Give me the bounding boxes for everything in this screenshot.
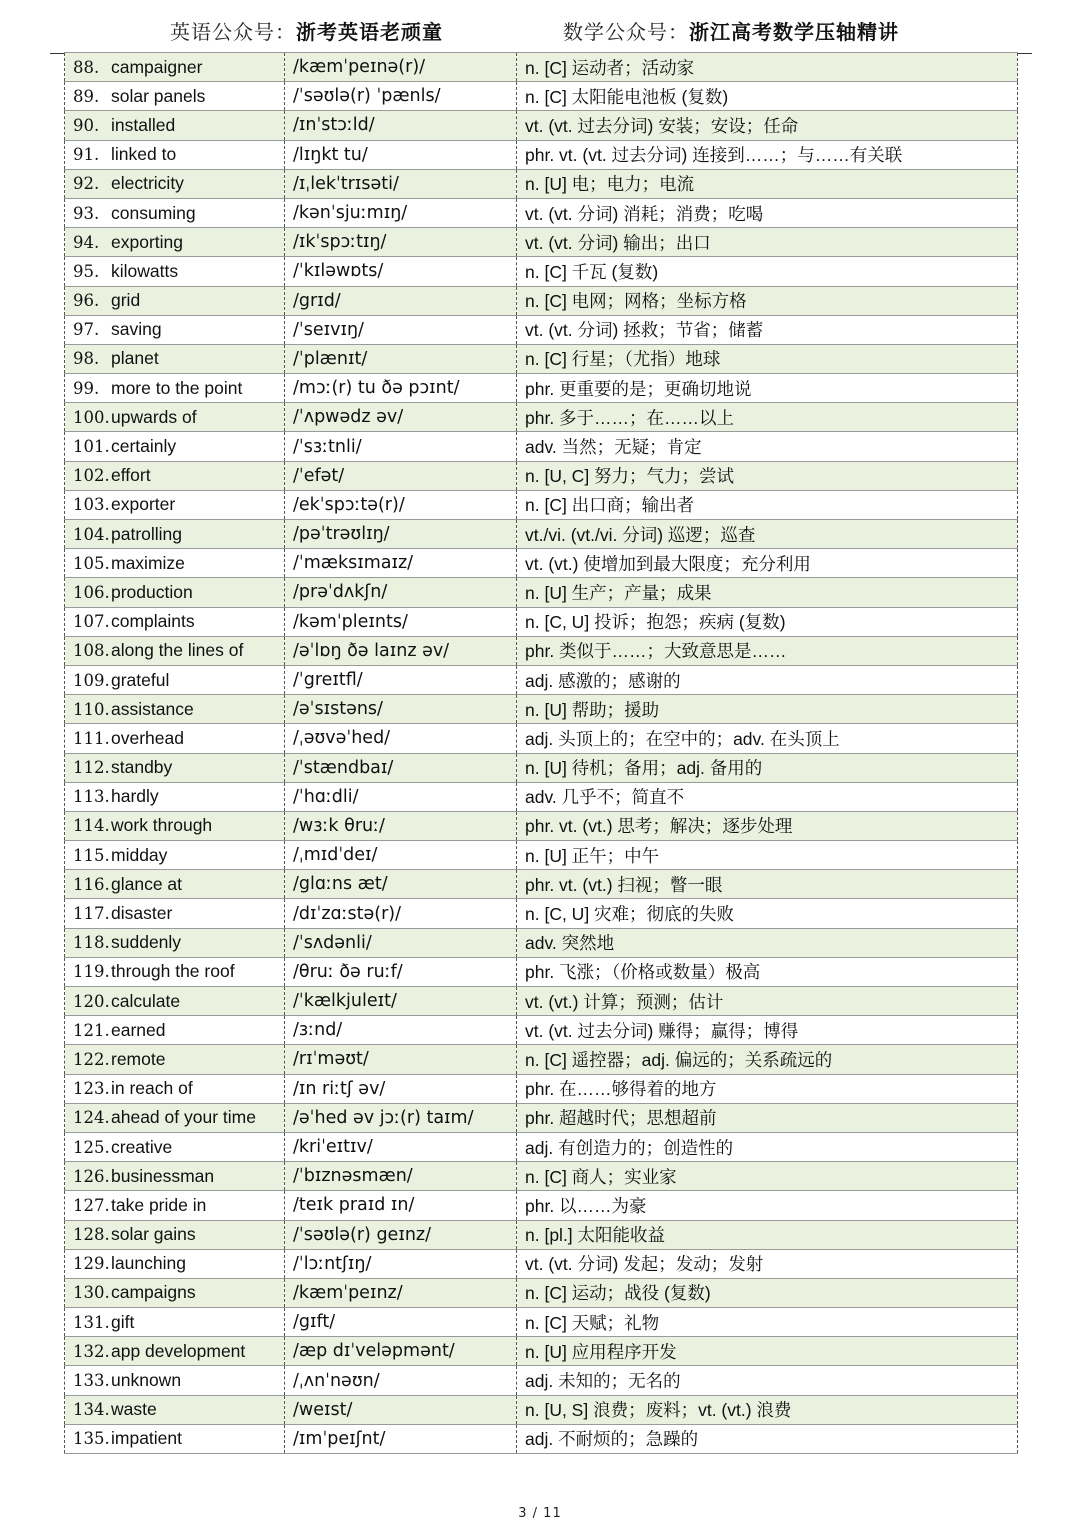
table-row	[65, 1337, 1018, 1366]
entry-number: 97.	[73, 320, 100, 340]
entry-number: 89.	[73, 86, 100, 106]
phonetic-cell: /ˈmæksɪmaɪz/	[285, 549, 517, 578]
word-cell	[65, 198, 285, 227]
table-row	[65, 432, 1018, 461]
entry-number: 93.	[73, 203, 100, 223]
word-cell	[65, 957, 285, 986]
word-cell	[65, 1220, 285, 1249]
word-cell	[65, 724, 285, 753]
phonetic-cell: /ˈhɑːdli/	[285, 782, 517, 811]
entry-word: remote	[111, 1048, 166, 1069]
phonetic-cell: /grɪd/	[285, 286, 517, 315]
table-row	[65, 957, 1018, 986]
table-row	[65, 928, 1018, 957]
entry-number: 101.	[73, 437, 110, 457]
meaning-cell: n. [U] 电；电力；电流	[517, 169, 1018, 198]
phonetic-cell: /ˈsəʊlə(r) ˈpænls/	[285, 82, 517, 111]
entry-number: 107.	[73, 612, 110, 632]
table-row	[65, 870, 1018, 899]
word-cell	[65, 578, 285, 607]
entry-number: 122.	[73, 1049, 110, 1069]
entry-word: businessman	[111, 1165, 215, 1186]
page-header	[0, 10, 1080, 46]
table-row	[65, 987, 1018, 1016]
entry-number: 110.	[73, 699, 110, 719]
phonetic-cell: /dɪˈzɑːstə(r)/	[285, 899, 517, 928]
table-row	[65, 782, 1018, 811]
meaning-cell: n. [U, S] 浪费；废料；vt. (vt.) 浪费	[517, 1395, 1018, 1424]
table-row	[65, 198, 1018, 227]
entry-word: more to the point	[111, 377, 243, 398]
table-row	[65, 315, 1018, 344]
word-cell	[65, 665, 285, 694]
word-cell	[65, 1424, 285, 1453]
entry-word: along the lines of	[111, 640, 244, 661]
meaning-cell: phr. vt. (vt.) 扫视；瞥一眼	[517, 870, 1018, 899]
word-cell	[65, 520, 285, 549]
math-account-name: 浙江高考数学压轴精讲	[689, 20, 899, 44]
entry-word: effort	[111, 465, 151, 486]
word-cell	[65, 82, 285, 111]
phonetic-cell: /kriˈeɪtɪv/	[285, 1132, 517, 1161]
entry-number: 114.	[73, 816, 110, 836]
entry-number: 126.	[73, 1166, 110, 1186]
meaning-cell: n. [C, U] 投诉；抱怨；疾病 (复数)	[517, 607, 1018, 636]
table-row	[65, 1045, 1018, 1074]
meaning-cell: vt. (vt. 分词) 消耗；消费；吃喝	[517, 198, 1018, 227]
meaning-cell: n. [C] 遥控器；adj. 偏远的；关系疏远的	[517, 1045, 1018, 1074]
entry-word: waste	[111, 1399, 157, 1420]
meaning-cell: phr. vt. (vt. 过去分词) 连接到……；与……有关联	[517, 140, 1018, 169]
entry-word: saving	[111, 319, 162, 340]
entry-word: assistance	[111, 698, 194, 719]
entry-number: 117.	[73, 904, 110, 924]
entry-number: 133.	[73, 1371, 110, 1391]
word-cell	[65, 344, 285, 373]
vocabulary-table-body	[65, 53, 1018, 1454]
meaning-cell: vt. (vt. 过去分词) 赚得；赢得；博得	[517, 1016, 1018, 1045]
meaning-cell: n. [C] 商人；实业家	[517, 1162, 1018, 1191]
entry-number: 130.	[73, 1283, 110, 1303]
meaning-cell: n. [U] 应用程序开发	[517, 1337, 1018, 1366]
entry-word: midday	[111, 844, 168, 865]
entry-word: in reach of	[111, 1078, 193, 1099]
entry-number: 113.	[73, 787, 110, 807]
table-row	[65, 111, 1018, 140]
entry-word: glance at	[111, 873, 183, 894]
entry-number: 131.	[73, 1312, 110, 1332]
phonetic-cell: /kæmˈpeɪnə(r)/	[285, 53, 517, 82]
phonetic-cell: /rɪˈməʊt/	[285, 1045, 517, 1074]
entry-word: maximize	[111, 552, 185, 573]
meaning-cell: n. [C] 太阳能电池板 (复数)	[517, 82, 1018, 111]
meaning-cell: adv. 几乎不；简直不	[517, 782, 1018, 811]
meaning-cell: n. [C] 电网；网格；坐标方格	[517, 286, 1018, 315]
word-cell	[65, 286, 285, 315]
meaning-cell: vt. (vt. 分词) 输出；出口	[517, 228, 1018, 257]
entry-number: 129.	[73, 1254, 110, 1274]
phonetic-cell: /θruː ðə ruːf/	[285, 957, 517, 986]
entry-word: electricity	[111, 173, 184, 194]
entry-number: 100.	[73, 407, 110, 427]
phonetic-cell: /ˈgreɪtfl/	[285, 665, 517, 694]
word-cell	[65, 403, 285, 432]
phonetic-cell: /mɔː(r) tu ðə pɔɪnt/	[285, 374, 517, 403]
meaning-cell: phr. 超越时代；思想超前	[517, 1103, 1018, 1132]
english-account-label: 英语公众号：	[170, 20, 296, 44]
entry-number: 124.	[73, 1108, 110, 1128]
phonetic-cell: /ɜːnd/	[285, 1016, 517, 1045]
meaning-cell: phr. 类似于……；大致意思是……	[517, 636, 1018, 665]
entry-number: 120.	[73, 991, 110, 1011]
table-row	[65, 607, 1018, 636]
page-number: 3 / 11	[518, 1506, 562, 1521]
phonetic-cell: /ˈkɪləwɒts/	[285, 257, 517, 286]
phonetic-cell: /kənˈsjuːmɪŋ/	[285, 198, 517, 227]
word-cell	[65, 811, 285, 840]
word-cell	[65, 1308, 285, 1337]
entry-word: suddenly	[111, 932, 182, 953]
entry-word: creative	[111, 1136, 173, 1157]
phonetic-cell: /ˈsɜːtnli/	[285, 432, 517, 461]
entry-number: 88.	[73, 57, 100, 77]
table-row	[65, 841, 1018, 870]
entry-word: installed	[111, 114, 176, 135]
entry-word: grid	[111, 290, 141, 311]
phonetic-cell: /ɪmˈpeɪʃnt/	[285, 1424, 517, 1453]
meaning-cell: vt. (vt.) 使增加到最大限度；充分利用	[517, 549, 1018, 578]
table-row	[65, 374, 1018, 403]
table-row	[65, 549, 1018, 578]
entry-number: 109.	[73, 670, 110, 690]
phonetic-cell: /weɪst/	[285, 1395, 517, 1424]
word-cell	[65, 169, 285, 198]
table-row	[65, 53, 1018, 82]
entry-word: take pride in	[111, 1194, 207, 1215]
entry-number: 105.	[73, 553, 110, 573]
phonetic-cell: /wɜːk θruː/	[285, 811, 517, 840]
meaning-cell: adj. 感激的；感谢的	[517, 665, 1018, 694]
table-row	[65, 1220, 1018, 1249]
meaning-cell: phr. 飞涨；（价格或数量）极高	[517, 957, 1018, 986]
entry-word: exporting	[111, 231, 183, 252]
table-row	[65, 1278, 1018, 1307]
word-cell	[65, 1074, 285, 1103]
phonetic-cell: /əˈlɒŋ ðə laɪnz əv/	[285, 636, 517, 665]
word-cell	[65, 1366, 285, 1395]
entry-word: production	[111, 581, 193, 602]
meaning-cell: phr. 在……够得着的地方	[517, 1074, 1018, 1103]
entry-word: patrolling	[111, 523, 183, 544]
meaning-cell: adv. 当然；无疑；肯定	[517, 432, 1018, 461]
entry-number: 99.	[73, 378, 100, 398]
entry-number: 98.	[73, 349, 100, 369]
english-account	[170, 16, 443, 45]
word-cell	[65, 315, 285, 344]
phonetic-cell: /əˈsɪstəns/	[285, 695, 517, 724]
meaning-cell: n. [pl.] 太阳能收益	[517, 1220, 1018, 1249]
table-row	[65, 724, 1018, 753]
phonetic-cell: /ˌʌnˈnəʊn/	[285, 1366, 517, 1395]
entry-word: complaints	[111, 611, 195, 632]
entry-number: 103.	[73, 495, 110, 515]
entry-number: 127.	[73, 1195, 110, 1215]
table-row	[65, 520, 1018, 549]
phonetic-cell: /ˈsʌdənli/	[285, 928, 517, 957]
word-cell	[65, 53, 285, 82]
table-row	[65, 82, 1018, 111]
phonetic-cell: /ˈlɔːntʃɪŋ/	[285, 1249, 517, 1278]
meaning-cell: n. [C, U] 灾难；彻底的失败	[517, 899, 1018, 928]
meaning-cell: n. [C] 行星；（尤指）地球	[517, 344, 1018, 373]
table-row	[65, 1103, 1018, 1132]
word-cell	[65, 1045, 285, 1074]
phonetic-cell: /ˈseɪvɪŋ/	[285, 315, 517, 344]
entry-number: 106.	[73, 582, 110, 602]
entry-number: 108.	[73, 641, 110, 661]
table-row	[65, 1249, 1018, 1278]
entry-number: 128.	[73, 1225, 110, 1245]
word-cell	[65, 1103, 285, 1132]
entry-word: campaigner	[111, 56, 203, 77]
phonetic-cell: /ɪˌlekˈtrɪsəti/	[285, 169, 517, 198]
table-row	[65, 257, 1018, 286]
meaning-cell: n. [U] 帮助；援助	[517, 695, 1018, 724]
entry-number: 104.	[73, 524, 110, 544]
entry-number: 111.	[73, 728, 110, 748]
math-account	[563, 16, 899, 45]
entry-word: upwards of	[111, 406, 197, 427]
entry-number: 90.	[73, 115, 100, 135]
entry-word: campaigns	[111, 1282, 196, 1303]
word-cell	[65, 374, 285, 403]
word-cell	[65, 636, 285, 665]
meaning-cell: vt./vi. (vt./vi. 分词) 巡逻；巡查	[517, 520, 1018, 549]
phonetic-cell: /ɪnˈstɔːld/	[285, 111, 517, 140]
entry-number: 121.	[73, 1020, 110, 1040]
entry-word: planet	[111, 348, 159, 369]
entry-word: impatient	[111, 1428, 183, 1449]
entry-word: standby	[111, 757, 173, 778]
phonetic-cell: /ˈkælkjuleɪt/	[285, 987, 517, 1016]
meaning-cell: adv. 突然地	[517, 928, 1018, 957]
meaning-cell: n. [U] 正午；中午	[517, 841, 1018, 870]
meaning-cell: n. [C] 运动；战役 (复数)	[517, 1278, 1018, 1307]
meaning-cell: vt. (vt. 过去分词) 安装；安设；任命	[517, 111, 1018, 140]
table-row	[65, 228, 1018, 257]
table-row	[65, 140, 1018, 169]
entry-word: grateful	[111, 669, 170, 690]
phonetic-cell: /prəˈdʌkʃn/	[285, 578, 517, 607]
entry-word: ahead of your time	[111, 1107, 256, 1128]
table-row	[65, 1308, 1018, 1337]
table-row	[65, 1366, 1018, 1395]
entry-word: gift	[111, 1311, 135, 1332]
phonetic-cell: /ˈsəʊlə(r) geɪnz/	[285, 1220, 517, 1249]
english-account-name: 浙考英语老顽童	[296, 20, 443, 44]
phonetic-cell: /ˈbɪznəsmæn/	[285, 1162, 517, 1191]
meaning-cell: adj. 不耐烦的；急躁的	[517, 1424, 1018, 1453]
meaning-cell: n. [C] 千瓦 (复数)	[517, 257, 1018, 286]
word-cell	[65, 841, 285, 870]
meaning-cell: vt. (vt.) 计算；预测；估计	[517, 987, 1018, 1016]
phonetic-cell: /ˌəʊvəˈhed/	[285, 724, 517, 753]
meaning-cell: n. [C] 天赋；礼物	[517, 1308, 1018, 1337]
entry-number: 132.	[73, 1341, 110, 1361]
meaning-cell: vt. (vt. 分词) 发起；发动；发射	[517, 1249, 1018, 1278]
meaning-cell: phr. 多于……；在……以上	[517, 403, 1018, 432]
word-cell	[65, 1278, 285, 1307]
table-row	[65, 636, 1018, 665]
table-row	[65, 1016, 1018, 1045]
word-cell	[65, 782, 285, 811]
table-row	[65, 753, 1018, 782]
table-row	[65, 286, 1018, 315]
phonetic-cell: /ˌmɪdˈdeɪ/	[285, 841, 517, 870]
word-cell	[65, 549, 285, 578]
phonetic-cell: /ɪkˈspɔːtɪŋ/	[285, 228, 517, 257]
word-cell	[65, 228, 285, 257]
word-cell	[65, 111, 285, 140]
meaning-cell: phr. 更重要的是；更确切地说	[517, 374, 1018, 403]
phonetic-cell: /ɪn riːtʃ əv/	[285, 1074, 517, 1103]
meaning-cell: n. [C] 出口商；输出者	[517, 490, 1018, 519]
phonetic-cell: /əˈhed əv jɔː(r) taɪm/	[285, 1103, 517, 1132]
table-row	[65, 403, 1018, 432]
entry-number: 123.	[73, 1079, 110, 1099]
phonetic-cell: /glɑːns æt/	[285, 870, 517, 899]
meaning-cell: adj. 未知的；无名的	[517, 1366, 1018, 1395]
meaning-cell: n. [U, C] 努力；气力；尝试	[517, 461, 1018, 490]
phonetic-cell: /teɪk praɪd ɪn/	[285, 1191, 517, 1220]
entry-word: hardly	[111, 786, 159, 807]
meaning-cell: n. [C] 运动者；活动家	[517, 53, 1018, 82]
word-cell	[65, 753, 285, 782]
meaning-cell: vt. (vt. 分词) 拯救；节省；储蓄	[517, 315, 1018, 344]
table-row	[65, 1424, 1018, 1453]
phonetic-cell: /æp dɪˈveləpmənt/	[285, 1337, 517, 1366]
word-cell	[65, 461, 285, 490]
entry-number: 125.	[73, 1137, 110, 1157]
entry-word: disaster	[111, 903, 173, 924]
word-cell	[65, 257, 285, 286]
entry-word: earned	[111, 1019, 166, 1040]
entry-number: 115.	[73, 845, 110, 865]
phonetic-cell: /pəˈtrəʊlɪŋ/	[285, 520, 517, 549]
word-cell	[65, 928, 285, 957]
entry-number: 91.	[73, 145, 100, 165]
entry-number: 135.	[73, 1429, 110, 1449]
table-row	[65, 1132, 1018, 1161]
meaning-cell: n. [U] 待机；备用；adj. 备用的	[517, 753, 1018, 782]
word-cell	[65, 987, 285, 1016]
word-cell	[65, 432, 285, 461]
phonetic-cell: /ekˈspɔːtə(r)/	[285, 490, 517, 519]
meaning-cell: adj. 有创造力的；创造性的	[517, 1132, 1018, 1161]
word-cell	[65, 870, 285, 899]
table-row	[65, 344, 1018, 373]
table-row	[65, 1162, 1018, 1191]
entry-number: 118.	[73, 933, 110, 953]
entry-number: 95.	[73, 261, 100, 281]
word-cell	[65, 695, 285, 724]
table-row	[65, 169, 1018, 198]
table-row	[65, 695, 1018, 724]
table-row	[65, 578, 1018, 607]
phonetic-cell: /ˈʌpwədz əv/	[285, 403, 517, 432]
entry-number: 116.	[73, 874, 110, 894]
meaning-cell: phr. vt. (vt.) 思考；解决；逐步处理	[517, 811, 1018, 840]
word-cell	[65, 490, 285, 519]
word-cell	[65, 1132, 285, 1161]
word-cell	[65, 140, 285, 169]
entry-word: consuming	[111, 202, 196, 223]
word-cell	[65, 1162, 285, 1191]
word-cell	[65, 607, 285, 636]
entry-word: kilowatts	[111, 260, 179, 281]
word-cell	[65, 1395, 285, 1424]
entry-number: 119.	[73, 962, 110, 982]
entry-word: solar gains	[111, 1224, 196, 1245]
meaning-cell: adj. 头顶上的；在空中的；adv. 在头顶上	[517, 724, 1018, 753]
table-row	[65, 1395, 1018, 1424]
table-row	[65, 1191, 1018, 1220]
phonetic-cell: /ˈstændbaɪ/	[285, 753, 517, 782]
entry-word: certainly	[111, 436, 177, 457]
vocabulary-table	[64, 52, 1018, 1454]
table-row	[65, 1074, 1018, 1103]
word-cell	[65, 1249, 285, 1278]
phonetic-cell: /gɪft/	[285, 1308, 517, 1337]
entry-number: 92.	[73, 174, 100, 194]
math-account-label: 数学公众号：	[563, 20, 689, 44]
meaning-cell: n. [U] 生产；产量；成果	[517, 578, 1018, 607]
meaning-cell: phr. 以……为豪	[517, 1191, 1018, 1220]
phonetic-cell: /kæmˈpeɪnz/	[285, 1278, 517, 1307]
entry-number: 112.	[73, 758, 110, 778]
table-row	[65, 811, 1018, 840]
word-cell	[65, 1191, 285, 1220]
entry-word: exporter	[111, 494, 176, 515]
entry-word: work through	[111, 815, 213, 836]
entry-word: launching	[111, 1253, 186, 1274]
entry-number: 94.	[73, 232, 100, 252]
phonetic-cell: /ˈefət/	[285, 461, 517, 490]
phonetic-cell: /kəmˈpleɪnts/	[285, 607, 517, 636]
word-cell	[65, 1337, 285, 1366]
table-row	[65, 490, 1018, 519]
table-row	[65, 665, 1018, 694]
phonetic-cell: /ˈplænɪt/	[285, 344, 517, 373]
entry-word: overhead	[111, 727, 184, 748]
entry-word: app development	[111, 1340, 246, 1361]
table-row	[65, 461, 1018, 490]
word-cell	[65, 899, 285, 928]
entry-number: 96.	[73, 291, 100, 311]
entry-number: 134.	[73, 1400, 110, 1420]
entry-word: calculate	[111, 990, 181, 1011]
entry-word: linked to	[111, 144, 177, 165]
entry-word: solar panels	[111, 85, 206, 106]
entry-number: 102.	[73, 466, 110, 486]
phonetic-cell: /lɪŋkt tu/	[285, 140, 517, 169]
word-cell	[65, 1016, 285, 1045]
entry-word: unknown	[111, 1370, 182, 1391]
table-row	[65, 899, 1018, 928]
entry-word: through the roof	[111, 961, 235, 982]
